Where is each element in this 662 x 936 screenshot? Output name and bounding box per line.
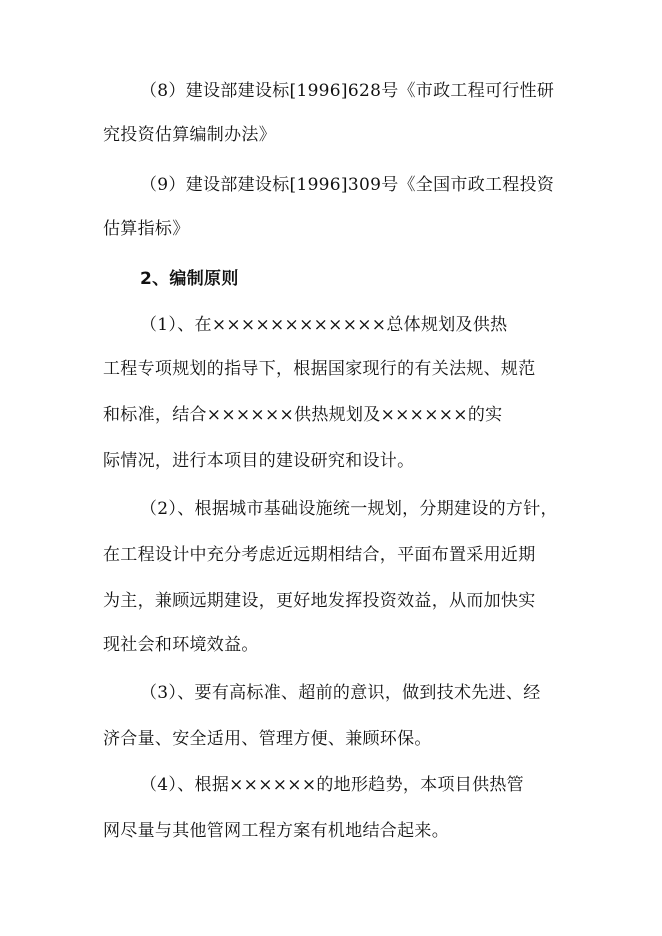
item-8-line-1: （8）建设部建设标[1996]628号《市政工程可行性研 [140,81,555,101]
principle-2-line-3: 为主，兼顾远期建设，更好地发挥投资效益，从而加快实 [103,591,536,611]
principle-1-line-4: 际情况，进行本项目的建设研究和设计。 [103,451,415,471]
principle-2-line-2: 在工程设计中充分考虑近远期相结合，平面布置采用近期 [103,545,536,565]
principle-1-line-1: （1）、在××××××××××××总体规划及供热 [140,315,508,335]
item-8-line-2: 究投资估算编制办法》 [103,125,276,145]
principle-2-line-1: （2）、根据城市基础设施统一规划，分期建设的方针， [140,499,558,519]
section-heading: 2、编制原则 [140,269,239,289]
principle-3-line-1: （3）、要有高标准、超前的意识，做到技术先进、经 [140,683,541,703]
item-9-line-2: 估算指标》 [103,219,190,239]
item-9-line-1: （9）建设部建设标[1996]309号《全国市政工程投资 [140,175,555,195]
principle-4-line-2: 网尽量与其他管网工程方案有机地结合起来。 [103,821,449,841]
principle-3-line-2: 济合量、安全适用、管理方便、兼顾环保。 [103,729,432,749]
principle-2-line-4: 现社会和环境效益。 [103,635,259,655]
principle-4-line-1: （4）、根据××××××的地形趋势，本项目供热管 [140,775,524,795]
principle-1-line-2: 工程专项规划的指导下，根据国家现行的有关法规、规范 [103,359,536,379]
principle-1-line-3: 和标准，结合××××××供热规划及××××××的实 [103,405,503,425]
